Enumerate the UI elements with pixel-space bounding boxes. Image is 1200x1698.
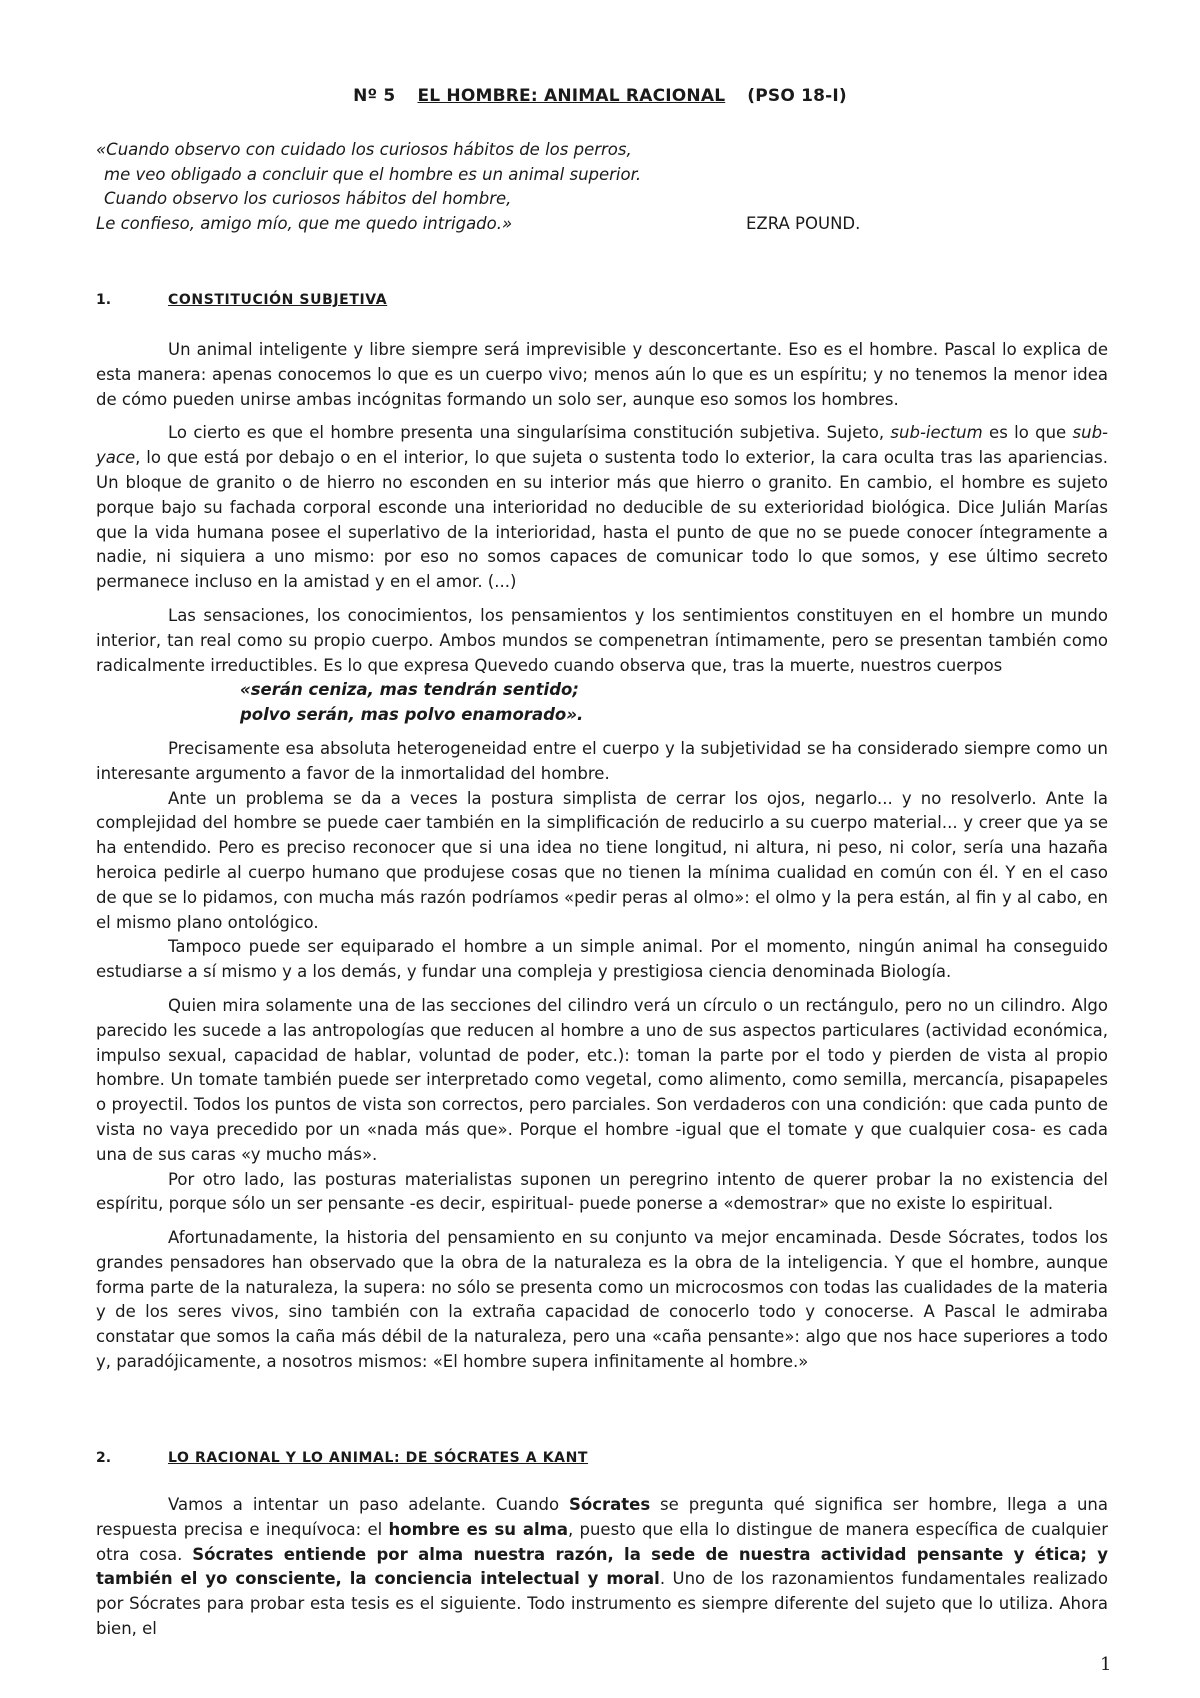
paragraph: Precisamente esa absoluta heterogeneidad entre el cuerpo y la subjetividad se ha considerado siempre como un interesante argumento a favor de la inmortalidad del hombre. — [96, 738, 1108, 783]
paragraph-text: . Uno de los razonamientos fundamentales realizado por Sócrates para probar esta tesis es el siguiente. Todo instrumento es siempre diferente del sujeto que lo utiliza. Ahora bien, el — [96, 1569, 1108, 1638]
paragraph-text: se pregunta qué significa ser hombre, llega a una respuesta precisa e inequívoca: el — [96, 1495, 1108, 1539]
title-main: EL HOMBRE: ANIMAL RACIONAL — [417, 86, 726, 106]
paragraph: Un animal inteligente y libre siempre será imprevisible y desconcertante. Eso es el hombre. Pascal lo explica de esta manera: apenas conocemos lo que es un cuerpo vivo; menos aún lo que es un espíritu; y no tenemos la menor idea de cómo pueden unirse ambas incógnitas formando un solo ser, aunque eso somos los hombres. — [96, 340, 1108, 409]
section-title: LO RACIONAL Y LO ANIMAL: DE SÓCRATES A KANT — [168, 1450, 589, 1466]
paragraph-text: Lo cierto es que el hombre presenta una singularísima constitución subjetiva. Sujeto, — [168, 423, 891, 443]
epigraph-line: Le confieso, amigo mío, que me quedo intrigado.» — [96, 213, 513, 233]
title-number: Nº 5 — [353, 86, 396, 106]
title-code: (PSO 18-I) — [747, 86, 847, 106]
page-title — [0, 86, 1200, 106]
paragraph: Las sensaciones, los conocimientos, los pensamientos y los sentimientos constituyen en el hombre un mundo interior, tan real como su propio cuerpo. Ambos mundos se compenetran íntimamente, pero se presentan también como radicalmente irreductibles. Es lo que expresa Quevedo cuando observa que, tras la muerte, nuestros cuerpos — [96, 605, 1108, 675]
section-1-body — [96, 338, 1108, 1375]
paragraph: Ante un problema se da a veces la postura simplista de cerrar los ojos, negarlo... y no resolverlo. Ante la complejidad del hombre se puede caer también en la simplificación de reducirlo a su cuerpo material... y creer que ya se ha entendido. Pero es preciso reconocer que si una idea no tiene longitud, ni altura, ni peso, ni color, sería una hazaña heroica pedirle al cuerpo humano que produjese cosas que no tienen la mínima cualidad en común con él. Y en el caso de que se lo pidamos, con mucha más razón podríamos «pedir peras al olmo»: el olmo y la pera están, al fin y al cabo, en el mismo plano ontológico. — [96, 788, 1108, 932]
paragraph-text: es lo que — [982, 423, 1073, 443]
paragraph-text: , lo que está por debajo o en el interior, lo que sujeta o sustenta todo lo exterior, la cara oculta tras las apariencias. Un bloque de granito o de hierro no esconden en su interior más que hierro o granito. En cambio, el hombre es sujeto porque bajo su fachada corporal esconde una interioridad no deducible de su exterioridad biológica. Dice Julián Marías que la vida humana posee el superlativo de la interioridad, hasta el punto de que no se puede conocer íntegramente a nadie, ni siquiera a uno mismo: por eso no somos capaces de comunicar todo lo que somos, y ese último secreto permanece incluso en la amistad y en el amor. (...) — [96, 448, 1108, 592]
quoted-verse: polvo serán, mas polvo enamorado». — [240, 705, 584, 725]
epigraph-line: «Cuando observo con cuidado los curiosos hábitos de los perros, — [96, 140, 632, 159]
paragraph-text: , puesto que ella lo distingue de manera específica de cualquier otra cosa. — [96, 1519, 1108, 1564]
quoted-verse: «serán ceniza, mas tendrán sentido; — [240, 680, 579, 700]
page-number: 1 — [1100, 1654, 1112, 1675]
paragraph — [96, 421, 1108, 595]
paragraph: Quien mira solamente una de las secciones del cilindro verá un círculo o un rectángulo, pero no un cilindro. Algo parecido les sucede a las antropologías que reducen al hombre a uno de sus aspectos particulares (actividad económica, impulso sexual, capacidad de hablar, voluntad de poder, etc.): toman la parte por el todo y pierden de vista al propio hombre. Un tomate también puede ser interpretado como vegetal, como alimento, como semilla, mercancía, pisapapeles o proyectil. Todos los puntos de vista son correctos, pero parciales. Son verdaderos con una condición: que cada punto de vista no vaya precedido por un «nada más que». Porque el hombre -igual que el tomate y que cualquier cosa- es cada una de sus caras «y mucho más». — [96, 995, 1108, 1164]
paragraph — [96, 1493, 1108, 1642]
epigraph-line: Cuando observo los curiosos hábitos del hombre, — [104, 189, 512, 208]
emphasis-text: sub-yace — [96, 423, 1108, 468]
section-title: CONSTITUCIÓN SUBJETIVA — [168, 292, 388, 308]
epigraph-line: me veo obligado a concluir que el hombre es un animal superior. — [104, 164, 642, 184]
section-number: 2. — [96, 1450, 112, 1466]
paragraph-text: Vamos a intentar un paso adelante. Cuando — [168, 1495, 569, 1514]
bold-text: hombre es su alma — [388, 1519, 568, 1539]
paragraph: Por otro lado, las posturas materialistas suponen un peregrino intento de querer probar la no existencia del espíritu, porque sólo un ser pensante -es decir, espiritual- puede ponerse a «demostrar» que no existe lo espiritual. — [96, 1169, 1108, 1214]
emphasis-text: sub-iectum — [890, 423, 983, 443]
bold-text: Sócrates — [568, 1495, 651, 1514]
section-heading-1 — [96, 292, 387, 308]
section-2-body — [96, 1493, 1108, 1642]
section-number: 1. — [96, 292, 112, 308]
paragraph: Tampoco puede ser equiparado el hombre a un simple animal. Por el momento, ningún animal ha conseguido estudiarse a sí mismo y a los demás, y fundar una compleja y prestigiosa ciencia denominada Biología. — [96, 937, 1108, 982]
epigraph-author: EZRA POUND. — [746, 214, 861, 233]
section-heading-2 — [96, 1450, 588, 1466]
paragraph: Afortunadamente, la historia del pensamiento en su conjunto va mejor encaminada. Desde Sócrates, todos los grandes pensadores han observado que la obra de la naturaleza es la obra de la inteligencia. Y que el hombre, aunque forma parte de la naturaleza, la supera: no sólo se presenta como un microcosmos con todas las cualidades de la materia y de los seres vivos, sino también con la extraña capacidad de conocerlo todo y conocerse. A Pascal le admiraba constatar que somos la caña más débil de la naturaleza, pero una «caña pensante»: algo que nos hace superiores a todo y, paradójicamente, a nosotros mismos: «El hombre supera infinitamente al hombre.» — [96, 1228, 1108, 1372]
bold-text: Sócrates entiende por alma nuestra razón, la sede de nuestra actividad pensante y ética; y también el yo consciente, la conciencia intelectual y moral — [96, 1544, 1108, 1589]
